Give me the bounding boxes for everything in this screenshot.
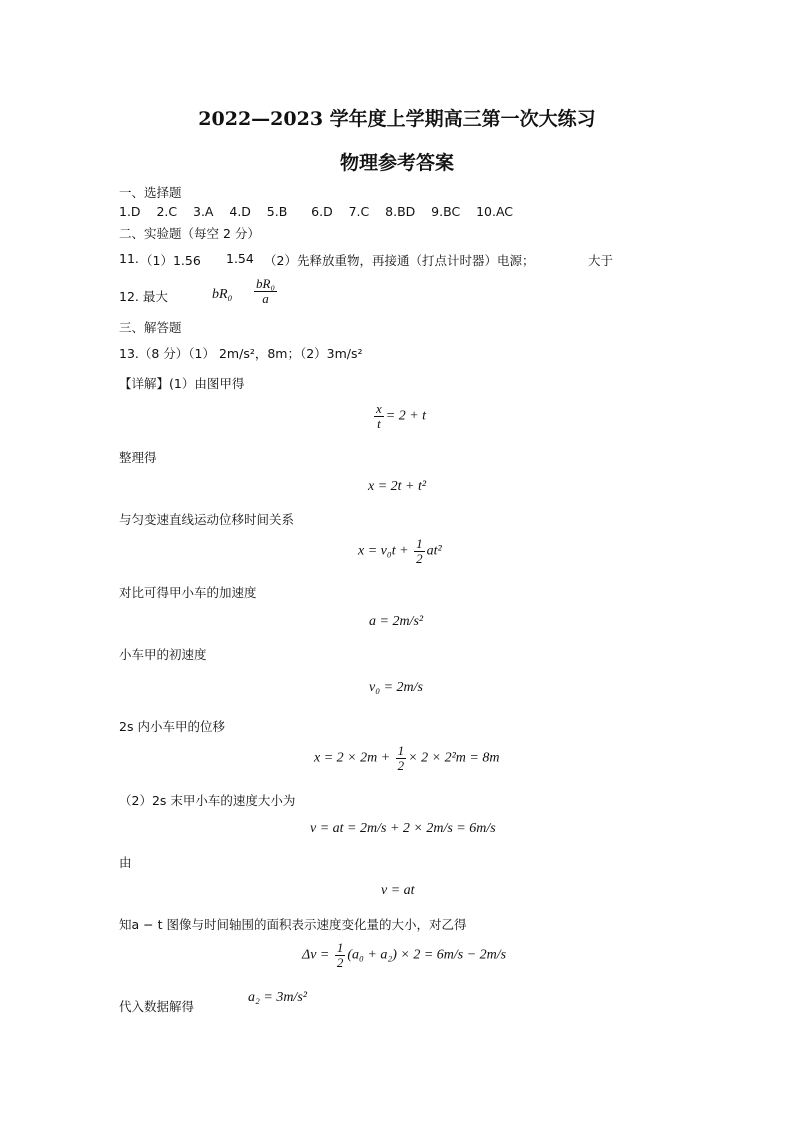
step-2-text: 整理得 (119, 450, 157, 465)
eq6-right: × 2 × 2²m = 8m (408, 750, 500, 766)
equation-4: a = 2m/s² (369, 614, 424, 629)
step-10-text: 代入数据解得 (119, 999, 195, 1014)
q11-value2: 1.54 (226, 251, 254, 266)
step-3-text: 与匀变速直线运动位移时间关系 (119, 512, 295, 527)
eq6-left: x = 2 × 2m + (314, 750, 391, 766)
q12-frac-den: a (262, 291, 269, 306)
section-heading-choice: 一、选择题 (119, 185, 182, 200)
equation-9 (302, 941, 506, 970)
eq1-num: x (376, 401, 382, 416)
step-6-text: 2s 内小车甲的位移 (119, 719, 225, 734)
q12-frac-num: bR₀ (256, 276, 275, 291)
q11-part1: （1）1.56 (140, 253, 201, 268)
eq3-frac-den: 2 (416, 551, 423, 566)
step-8-text: 由 (119, 855, 132, 870)
equation-5: v₀ = 2m/s (369, 680, 423, 695)
equation-7: v = at = 2m/s + 2 × 2m/s = 6m/s (310, 821, 496, 836)
q11-label: 11. (119, 251, 139, 266)
step-5-text: 小车甲的初速度 (119, 647, 207, 662)
document-subtitle: 物理参考答案 (339, 152, 454, 174)
eq6-frac-num: 1 (397, 743, 405, 758)
q12-answer2: bR₀ (212, 287, 233, 302)
q11-answer3: 大于 (588, 253, 614, 268)
equation-10: a₂ = 3m/s² (248, 990, 307, 1005)
eq9-left: Δv = (302, 947, 330, 963)
multiple-choice-answers: 1.D 2.C 3.A 4.D 5.B 6.D 7.C 8.BD 9.BC 10.AC (119, 204, 514, 219)
q12-label: 12. 最大 (119, 289, 168, 304)
section-heading-solution: 三、解答题 (119, 320, 182, 335)
step-9-text: 知a − t 图像与时间轴围的面积表示速度变化量的大小，对乙得 (119, 917, 467, 932)
eq9-right: (a₀ + a₂) × 2 = 6m/s − 2m/s (347, 947, 507, 963)
step-4-text: 对比可得甲小车的加速度 (119, 585, 257, 600)
eq1-rhs: = 2 + t (385, 408, 427, 424)
eq9-frac-num: 1 (336, 940, 344, 955)
equation-6 (314, 744, 499, 773)
document-title: 2022—2023 学年度上学期高三第一次大练习 (198, 108, 596, 130)
q13-summary: 13.（8 分）（1） 2m/s²，8m；（2）3m/s² (119, 346, 363, 361)
q12-answer3-fraction (252, 277, 279, 306)
section-heading-experiment: 二、实验题（每空 2 分） (119, 226, 260, 241)
eq3-left: x = v₀t + (358, 543, 409, 559)
equation-8: v = at (381, 883, 415, 898)
equation-3 (358, 537, 442, 566)
equation-1 (372, 402, 426, 431)
step-7-text: （2）2s 末甲小车的速度大小为 (119, 793, 296, 808)
eq3-right: at² (426, 543, 442, 559)
eq3-frac-num: 1 (416, 536, 423, 551)
detail-intro: 【详解】(1）由图甲得 (119, 376, 245, 391)
eq6-frac-den: 2 (397, 758, 405, 773)
q11-part2: （2）先释放重物，再接通（打点计时器）电源； (264, 253, 535, 268)
equation-2: x = 2t + t² (368, 479, 427, 494)
eq1-den: t (377, 416, 381, 431)
eq9-frac-den: 2 (336, 955, 344, 970)
